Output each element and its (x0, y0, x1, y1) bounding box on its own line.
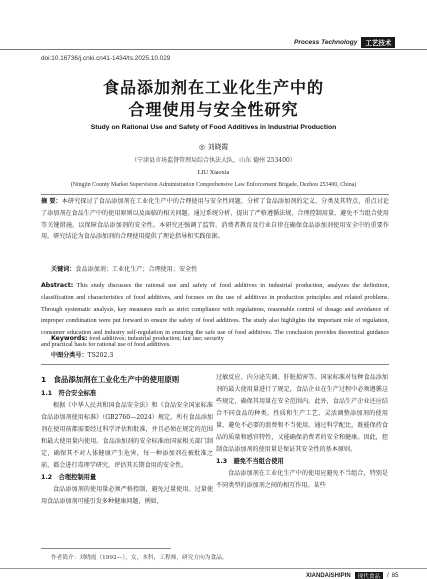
keywords-en-text: food additives; industrial production; fair use; security (89, 335, 224, 342)
footer-site-name: XIANDAISHIPIN (306, 573, 351, 579)
title-cn-line-1: 食品添加剂在工业化生产中的 (102, 78, 324, 97)
section-1-2-paragraph: 食品添加剂的使用量必须严格控制，避免过量使用。过量使用食品添加剂可能引发多种健康问题，例如， (41, 486, 213, 505)
abstract-top-rule (41, 194, 389, 195)
title-cn-line-2: 合理使用与安全性研究 (128, 100, 299, 119)
footer-divider (0, 568, 427, 569)
section-1-heading: 1 食品添加剂在工业化生产中的使用原则 (41, 375, 180, 384)
clc-label: 中图分类号： (51, 352, 88, 359)
title-en: Study on Rational Use and Safety of Food Additives in Industrial Production (90, 124, 337, 131)
header-divider (0, 49, 427, 50)
abstract-cn (41, 196, 389, 243)
author-en: LIU Xiaoxia (197, 169, 230, 176)
body-column-right (216, 372, 388, 492)
keywords-cn-label: 关键词： (51, 266, 76, 273)
author-footnote: 作者简介：刘晓霞（1992—），女，本科，工程师，研究方向为食品。 (51, 555, 228, 561)
clc-number (51, 350, 113, 359)
right-paragraph-continued: 过敏反应、内分泌失调、肝脏损害等。国家标准对每种食品添加剂的最大使用量进行了规定，食品企业在生产过程中必须遵循这些规定，确保其用量在安全范围内。此外，食品生产企业还应结合不同食品的种类、性质和生产工艺，灵活调整添加剂的使用量，避免不必要的浪费和不当使用。通过科学配比，既能保持食品的质量和感官特性，又能确保消费者的安全和健康。因此，控制食品添加剂的使用量是保证其安全性的基本原则。 (216, 374, 388, 453)
section-1-3-paragraph: 食品添加剂在工业化生产中的使用应避免不当组合，特别是不同类型的添加剂之间的相互作用。某些 (216, 470, 388, 489)
keywords-en (51, 335, 224, 342)
keywords-en-label: Keywords: (51, 335, 88, 342)
abstract-cn-text: 本研究探讨了食品添加剂在工业化生产中的合理使用与安全性问题，分析了食品添加剂的定义、分类及其特点，重点讨论了添加剂在食品生产中的使用原则以及面临的相关问题。通过系统分析，提出了严格遵循法规、合理控制用量、避免不当组合使用等关键措施，以保障食品添加剂的安全性。本研究还强调了监管、消费者教育及行业自律在确保食品添加剂使用安全中的重要作用。研究结论为食品添加剂的合理使用提供了理论指导和实践依据。 (41, 198, 389, 241)
footer-journal-tag: 现代食品 (355, 572, 383, 579)
section-1-1-heading: 1.1 符合安全标准 (41, 390, 97, 397)
affiliation-cn: （宁津县市场监督管理局综合执法大队，山东 德州 253400） (131, 157, 296, 164)
footer-separator: / (387, 573, 389, 579)
journal-name-en: Process Technology (294, 38, 358, 46)
keywords-cn (51, 264, 197, 273)
page-number: 85 (391, 573, 399, 579)
journal-header (294, 36, 395, 48)
author-name-cn: 刘晓霞 (207, 143, 229, 151)
journal-section-tag: 工艺技术 (361, 37, 395, 48)
doi-text[interactable]: doi:10.16736/j.cnki.cn41-1434/ts.2025.10.029 (41, 55, 171, 62)
body-column-left (41, 372, 213, 508)
section-1-3-heading: 1.3 避免不当组合使用 (216, 458, 284, 465)
section-1-1-paragraph: 根据《中华人民共和国食品安全法》和《食品安全国家标准 食品添加剂使用标准》（GB2760—2024）规定，所有食品添加剂在使用前都需要经过科学评估和批准，并且必须在规定的范围和最大使用量内使用。食品添加剂的安全标准由国家相关部门制定，确保其不对人体健康产生危害，每一种添加剂在被批准之前，都会进行毒理学研究，评估其长期食用的安全性。 (41, 402, 213, 469)
abstract-block (41, 196, 389, 243)
page-footer (306, 572, 398, 579)
author-mark-icon: ◎ (198, 143, 205, 151)
footnote-rule (41, 548, 171, 549)
clc-value: TS202.3 (87, 352, 114, 359)
abstract-en-text: This study discusses the rational use and safety of food additives in industrial production, analyzes the definition, classification and characteristics of food additives, and focuses on the use of additives in production principles and related problems. Through systematic analysis, key measures such as strict compliance with regulations, reasonable control of dosage and avoidance of improper combination were put forward to ensure the safety of food additives. The study also highlights the important role of regulation, consumer education and industry self-regulation in ensuring the safe use of food additives. The conclusion provides theoretical guidance and practical basis for rational use of food additives. (41, 282, 389, 348)
section-1-2-heading: 1.2 合理控制用量 (41, 474, 97, 481)
abstract-en-label: Abstract: (41, 282, 74, 289)
abstract-cn-label: 摘 要： (41, 198, 62, 205)
body-top-rule (41, 364, 389, 365)
affiliation-en: (Ningjin County Market Supervision Administration Comprehensive Law Enforcement Brigade, Dezhou 253400, China) (70, 182, 357, 188)
author-cn (0, 141, 427, 151)
keywords-cn-text: 食品添加剂；工业化生产；合理使用；安全性 (75, 266, 198, 273)
